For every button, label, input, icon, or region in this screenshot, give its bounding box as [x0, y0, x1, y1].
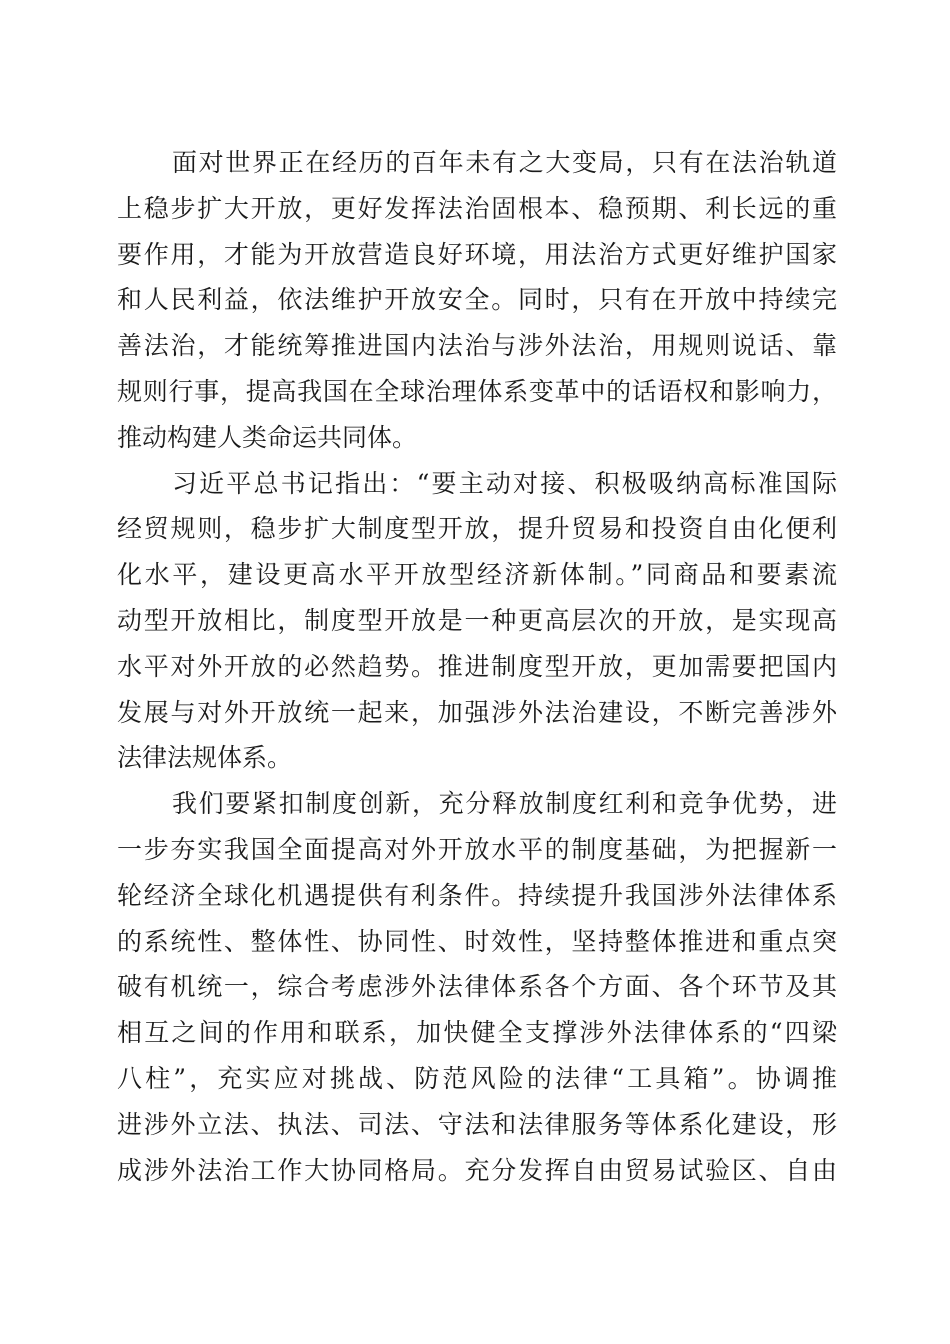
text-line: 我们要紧扣制度创新，充分释放制度红利和竞争优势，进 [172, 789, 837, 819]
text-line: 经贸规则，稳步扩大制度型开放，提升贸易和投资自由化便利 [117, 514, 837, 544]
text-line: 法律法规体系。 [117, 743, 293, 773]
document-body [117, 140, 837, 1193]
paragraph-2 [117, 461, 837, 782]
paragraph-3 [117, 781, 837, 1193]
text-line: 的系统性、整体性、协同性、时效性，坚持整体推进和重点突 [117, 926, 837, 956]
paragraph-1 [117, 140, 837, 461]
text-line: 发展与对外开放统一起来，加强涉外法治建设，不断完善涉外 [117, 697, 837, 727]
text-line: 化水平，建设更高水平开放型经济新体制。”同商品和要素流 [117, 560, 837, 590]
text-line: 和人民利益，依法维护开放安全。同时，只有在开放中持续完 [117, 285, 837, 315]
text-line: 规则行事，提高我国在全球治理体系变革中的话语权和影响力， [117, 376, 837, 406]
text-line: 习近平总书记指出：“要主动对接、积极吸纳高标准国际 [172, 468, 837, 498]
text-line: 进涉外立法、执法、司法、守法和法律服务等体系化建设，形 [117, 1109, 837, 1139]
text-line: 相互之间的作用和联系，加快健全支撑涉外法律体系的“四梁 [117, 1018, 837, 1048]
text-line: 善法治，才能统筹推进国内法治与涉外法治，用规则说话、靠 [117, 331, 837, 361]
text-line: 八柱”，充实应对挑战、防范风险的法律“工具箱”。协调推 [117, 1063, 837, 1093]
text-line: 要作用，才能为开放营造良好环境，用法治方式更好维护国家 [117, 239, 837, 269]
text-line: 动型开放相比，制度型开放是一种更高层次的开放，是实现高 [117, 605, 837, 635]
text-line: 成涉外法治工作大协同格局。充分发挥自由贸易试验区、自由 [117, 1155, 837, 1185]
text-line: 轮经济全球化机遇提供有利条件。持续提升我国涉外法律体系 [117, 880, 837, 910]
text-line: 面对世界正在经历的百年未有之大变局，只有在法治轨道 [172, 148, 837, 177]
text-line: 水平对外开放的必然趋势。推进制度型开放，更加需要把国内 [117, 651, 837, 681]
text-line: 一步夯实我国全面提高对外开放水平的制度基础，为把握新一 [117, 834, 837, 864]
text-line: 推动构建人类命运共同体。 [117, 422, 418, 452]
text-line: 破有机统一，综合考虑涉外法律体系各个方面、各个环节及其 [117, 972, 837, 1002]
text-line: 上稳步扩大开放，更好发挥法治固根本、稳预期、利长远的重 [117, 193, 837, 223]
